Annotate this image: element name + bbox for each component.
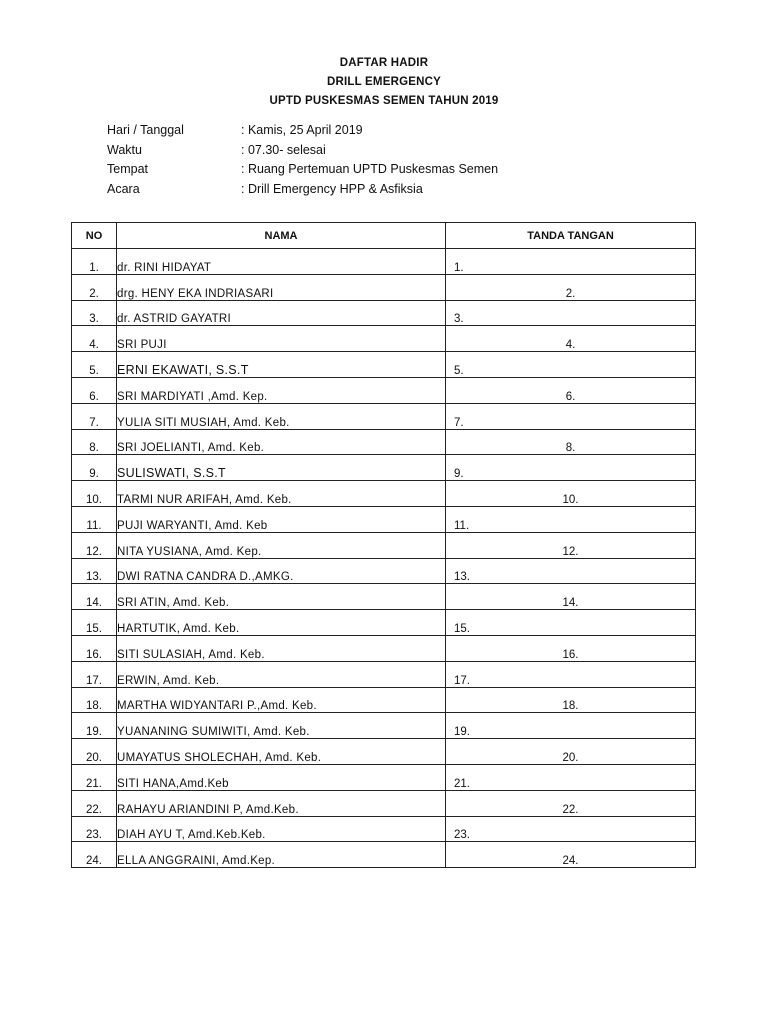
info-label: Waktu bbox=[107, 142, 142, 157]
row-name: YUANANING SUMIWITI, Amd. Keb. bbox=[117, 713, 446, 739]
row-signature-field[interactable]: 19. bbox=[446, 713, 696, 739]
row-number: 22. bbox=[72, 790, 117, 816]
row-signature-field[interactable]: 5. bbox=[446, 352, 696, 378]
table-row bbox=[72, 429, 696, 455]
row-name: drg. HENY EKA INDRIASARI bbox=[117, 274, 446, 300]
row-name: SRI JOELIANTI, Amd. Keb. bbox=[117, 429, 446, 455]
row-number: 11. bbox=[72, 506, 117, 532]
info-row-time bbox=[107, 141, 498, 161]
header-no: NO bbox=[72, 223, 117, 249]
info-value: : Drill Emergency HPP & Asfiksia bbox=[241, 181, 423, 196]
info-value: : 07.30- selesai bbox=[241, 142, 326, 157]
row-number: 1. bbox=[72, 249, 117, 275]
table-row bbox=[72, 687, 696, 713]
header-tanda-tangan: TANDA TANGAN bbox=[446, 223, 696, 249]
row-name: SITI HANA,Amd.Keb bbox=[117, 764, 446, 790]
table-row bbox=[72, 455, 696, 481]
info-row-date bbox=[107, 121, 498, 141]
header-nama: NAMA bbox=[117, 223, 446, 249]
row-name: ERNI EKAWATI, S.S.T bbox=[117, 352, 446, 378]
row-signature-field[interactable]: 2. bbox=[446, 274, 696, 300]
row-number: 6. bbox=[72, 377, 117, 403]
document-title bbox=[0, 54, 768, 111]
table-row bbox=[72, 661, 696, 687]
row-name: UMAYATUS SHOLECHAH, Amd. Keb. bbox=[117, 739, 446, 765]
row-signature-field[interactable]: 6. bbox=[446, 377, 696, 403]
row-name: DWI RATNA CANDRA D.,AMKG. bbox=[117, 558, 446, 584]
table-row bbox=[72, 326, 696, 352]
row-signature-field[interactable]: 16. bbox=[446, 635, 696, 661]
row-name: YULIA SITI MUSIAH, Amd. Keb. bbox=[117, 403, 446, 429]
table-row bbox=[72, 481, 696, 507]
row-number: 12. bbox=[72, 532, 117, 558]
row-name: SITI SULASIAH, Amd. Keb. bbox=[117, 635, 446, 661]
row-number: 7. bbox=[72, 403, 117, 429]
table-row bbox=[72, 352, 696, 378]
row-signature-field[interactable]: 15. bbox=[446, 610, 696, 636]
row-name: SRI ATIN, Amd. Keb. bbox=[117, 584, 446, 610]
row-number: 17. bbox=[72, 661, 117, 687]
table-row bbox=[72, 713, 696, 739]
row-name: TARMI NUR ARIFAH, Amd. Keb. bbox=[117, 481, 446, 507]
row-number: 13. bbox=[72, 558, 117, 584]
row-name: DIAH AYU T, Amd.Keb.Keb. bbox=[117, 816, 446, 842]
table-row bbox=[72, 506, 696, 532]
info-row-agenda bbox=[107, 180, 498, 200]
table-row bbox=[72, 739, 696, 765]
attendance-table bbox=[71, 222, 696, 868]
row-name: SRI PUJI bbox=[117, 326, 446, 352]
row-signature-field[interactable]: 8. bbox=[446, 429, 696, 455]
row-name: dr. ASTRID GAYATRI bbox=[117, 300, 446, 326]
row-name: PUJI WARYANTI, Amd. Keb bbox=[117, 506, 446, 532]
row-number: 23. bbox=[72, 816, 117, 842]
row-number: 18. bbox=[72, 687, 117, 713]
row-name: NITA YUSIANA, Amd. Kep. bbox=[117, 532, 446, 558]
row-signature-field[interactable]: 13. bbox=[446, 558, 696, 584]
row-name: SRI MARDIYATI ,Amd. Kep. bbox=[117, 377, 446, 403]
row-number: 3. bbox=[72, 300, 117, 326]
row-signature-field[interactable]: 23. bbox=[446, 816, 696, 842]
table-row bbox=[72, 610, 696, 636]
table-row bbox=[72, 249, 696, 275]
row-number: 20. bbox=[72, 739, 117, 765]
row-number: 19. bbox=[72, 713, 117, 739]
info-value: : Ruang Pertemuan UPTD Puskesmas Semen bbox=[241, 162, 499, 176]
table-row bbox=[72, 816, 696, 842]
table-row bbox=[72, 403, 696, 429]
row-signature-field[interactable]: 1. bbox=[446, 249, 696, 275]
row-signature-field[interactable]: 22. bbox=[446, 790, 696, 816]
row-name: MARTHA WIDYANTARI P.,Amd. Keb. bbox=[117, 687, 446, 713]
row-signature-field[interactable]: 18. bbox=[446, 687, 696, 713]
row-name: HARTUTIK, Amd. Keb. bbox=[117, 610, 446, 636]
row-name: dr. RINI HIDAYAT bbox=[117, 249, 446, 275]
title-line-3: UPTD PUSKESMAS SEMEN TAHUN 2019 bbox=[269, 95, 499, 107]
row-name: RAHAYU ARIANDINI P, Amd.Keb. bbox=[117, 790, 446, 816]
table-row bbox=[72, 635, 696, 661]
row-signature-field[interactable]: 4. bbox=[446, 326, 696, 352]
table-row bbox=[72, 274, 696, 300]
row-number: 16. bbox=[72, 635, 117, 661]
info-label: Acara bbox=[107, 181, 140, 196]
table-row bbox=[72, 584, 696, 610]
row-signature-field[interactable]: 10. bbox=[446, 481, 696, 507]
row-signature-field[interactable]: 24. bbox=[446, 842, 696, 868]
event-info bbox=[107, 121, 498, 199]
row-number: 14. bbox=[72, 584, 117, 610]
table-row bbox=[72, 764, 696, 790]
row-number: 4. bbox=[72, 326, 117, 352]
row-name: SULISWATI, S.S.T bbox=[117, 455, 446, 481]
table-row bbox=[72, 558, 696, 584]
table-header-row bbox=[72, 223, 696, 249]
row-signature-field[interactable]: 9. bbox=[446, 455, 696, 481]
info-value: : Kamis, 25 April 2019 bbox=[241, 123, 363, 137]
row-signature-field[interactable]: 7. bbox=[446, 403, 696, 429]
row-number: 15. bbox=[72, 610, 117, 636]
row-name: ERWIN, Amd. Keb. bbox=[117, 661, 446, 687]
row-number: 8. bbox=[72, 429, 117, 455]
info-row-place bbox=[107, 160, 498, 180]
table-row bbox=[72, 790, 696, 816]
table-row bbox=[72, 377, 696, 403]
row-name: ELLA ANGGRAINI, Amd.Kep. bbox=[117, 842, 446, 868]
row-number: 5. bbox=[72, 352, 117, 378]
table-row bbox=[72, 532, 696, 558]
table-row bbox=[72, 300, 696, 326]
info-label: Tempat bbox=[107, 162, 148, 176]
row-number: 10. bbox=[72, 481, 117, 507]
row-signature-field[interactable]: 12. bbox=[446, 532, 696, 558]
row-signature-field[interactable]: 17. bbox=[446, 661, 696, 687]
row-signature-field[interactable]: 21. bbox=[446, 764, 696, 790]
row-signature-field[interactable]: 20. bbox=[446, 739, 696, 765]
title-line-2: DRILL EMERGENCY bbox=[327, 76, 441, 88]
row-signature-field[interactable]: 11. bbox=[446, 506, 696, 532]
table-row bbox=[72, 842, 696, 868]
row-signature-field[interactable]: 14. bbox=[446, 584, 696, 610]
row-number: 24. bbox=[72, 842, 117, 868]
row-number: 2. bbox=[72, 274, 117, 300]
row-number: 9. bbox=[72, 455, 117, 481]
info-label: Hari / Tanggal bbox=[107, 123, 184, 137]
row-number: 21. bbox=[72, 764, 117, 790]
title-line-1: DAFTAR HADIR bbox=[339, 57, 429, 69]
row-signature-field[interactable]: 3. bbox=[446, 300, 696, 326]
